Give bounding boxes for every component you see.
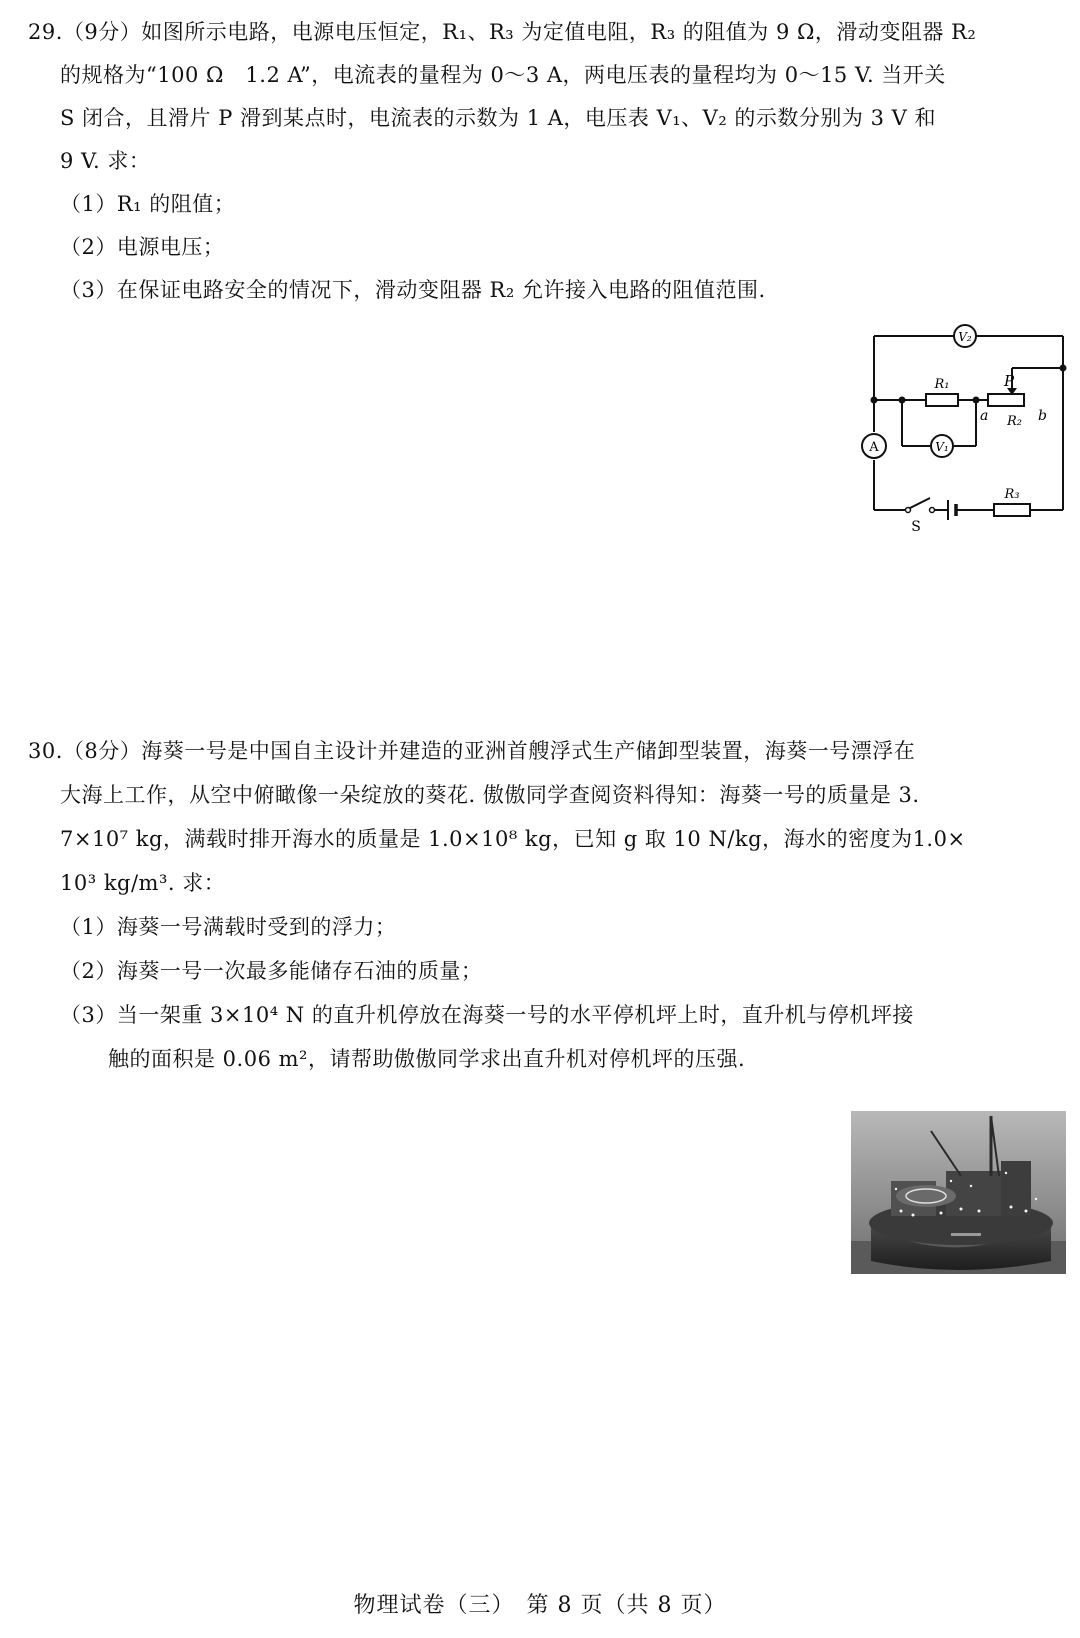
ammeter-label: A [869,440,879,455]
end-b-label: b [1038,408,1047,424]
stem-line: S 闭合，且滑片 P 滑到某点时，电流表的示数为 1 A，电压表 V₁、V₂ 的示数分别为 3 V 和 [60,106,936,130]
subquestion: （2）海葵一号一次最多能储存石油的质量； [60,959,483,983]
r3-label: R₃ [1004,487,1020,502]
switch-label: S [911,519,921,535]
subquestion: （3）当一架重 3×10⁴ N 的直升机停放在海葵一号的水平停机坪上时，直升机与停机坪接 [60,1003,914,1027]
stem-line: 大海上工作，从空中俯瞰像一朵绽放的葵花. 傲傲同学查阅资料得知：海葵一号的质量是 3. [60,783,920,807]
platform-photo [851,1111,1066,1274]
subquestion: （3）在保证电路安全的情况下，滑动变阻器 R₂ 允许接入电路的阻值范围. [60,278,766,302]
slider-p-label: P [1004,372,1015,390]
stem-line: 9 V. 求： [60,149,151,173]
page-footer: 物理试卷（三） 第 8 页（共 8 页） [353,1593,727,1618]
circuit-diagram [850,318,1072,538]
subquestion: （1）海葵一号满载时受到的浮力； [60,915,397,939]
r2-label: R₂ [1007,414,1022,429]
stem-line: 7×10⁷ kg，满载时排开海水的质量是 1.0×10⁸ kg，已知 g 取 10 N/kg，海水的密度为1.0× [60,827,966,851]
subquestion: （2）电源电压； [60,235,225,259]
stem-line: 10³ kg/m³. 求： [60,871,226,895]
v2-label: V₂ [958,330,972,344]
end-a-label: a [980,408,989,424]
v1-label: V₁ [935,440,949,454]
stem-line: 的规格为“100 Ω 1.2 A”，电流表的量程为 0～3 A，两电压表的量程均为 0～15 V. 当开关 [60,63,946,87]
stem-line: 30.（8分）海葵一号是中国自主设计并建造的亚洲首艘浮式生产储卸型装置，海葵一号漂浮在 [28,739,916,763]
subquestion-continued: 触的面积是 0.06 m²，请帮助傲傲同学求出直升机对停机坪的压强. [108,1047,746,1071]
stem-line: 29.（9分）如图所示电路，电源电压恒定，R₁、R₃ 为定值电阻，R₃ 的阻值为 9 Ω，滑动变阻器 R₂ [28,20,977,44]
r1-label: R₁ [934,377,950,392]
subquestion: （1）R₁ 的阻值； [60,192,236,216]
